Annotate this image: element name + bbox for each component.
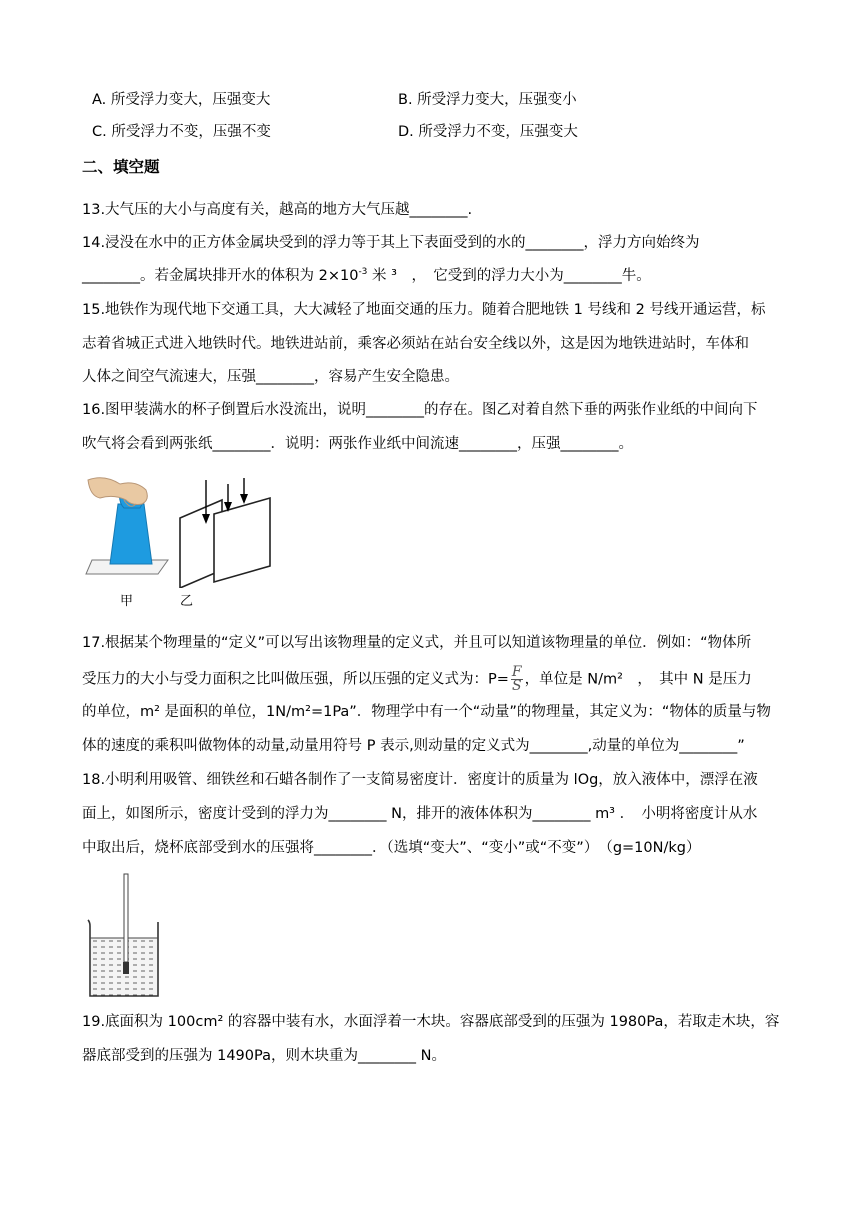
question-16-line1: 16.图甲装满水的杯子倒置后水没流出，说明________的存在。图乙对着自然下垂的两张作业纸的中间向下 xyxy=(82,402,758,418)
question-18-line2: 面上，如图所示，密度计受到的浮力为________ N，排开的液体体积为________ m³ ． 小明将密度计从水 xyxy=(82,806,758,822)
question-13: 13.大气压的大小与高度有关，越高的地方大气压越________. xyxy=(82,202,473,218)
option-c: C. 所受浮力不变，压强不变 xyxy=(92,124,271,140)
question-19-line2: 器底部受到的压强为 1490Pa，则木块重为________ N。 xyxy=(82,1048,446,1064)
question-16-line2: 吹气将会看到两张纸________．说明：两张作业纸中间流速________，压强________。 xyxy=(82,436,633,452)
figure-inverted-cup xyxy=(84,470,174,582)
question-19-line1: 19.底面积为 100cm² 的容器中装有水，水面浮着一木块。容器底部受到的压强为 1980Pa，若取走木块，容 xyxy=(82,1014,780,1030)
question-17-line1: 17.根据某个物理量的“定义”可以写出该物理量的定义式，并且可以知道该物理量的单位．例如：“物体所 xyxy=(82,635,752,651)
question-14-line1: 14.浸没在水中的正方体金属块受到的浮力等于其上下表面受到的水的________，浮力方向始终为 xyxy=(82,235,700,251)
question-18-line1: 18.小明利用吸管、细铁丝和石蜡各制作了一支简易密度计．密度计的质量为 lOg，放入液体中，漂浮在液 xyxy=(82,772,758,788)
question-15-line3: 人体之间空气流速大，压强________，容易产生安全隐患。 xyxy=(82,369,459,385)
question-15-line2: 志着省城正式进入地铁时代。地铁进站前，乘客必须站在站台安全线以外，这是因为地铁进站时，车体和 xyxy=(82,336,749,352)
label-jia: 甲 xyxy=(120,594,134,609)
section-title: 二、填空题 xyxy=(82,158,160,176)
question-17-line4: 体的速度的乘积叫做物体的动量,动量用符号 P 表示,则动量的定义式为________,动量的单位为________” xyxy=(82,738,745,754)
option-b: B. 所受浮力变大，压强变小 xyxy=(398,92,577,108)
question-18-line3: 中取出后，烧杯底部受到水的压强将________．（选填“变大”、“变小”或“不变”） （g=10N/kg） xyxy=(82,840,701,856)
question-15-line1: 15.地铁作为现代地下交通工具，大大减轻了地面交通的压力。随着合肥地铁 1 号线和 2 号线开通运营，标 xyxy=(82,302,766,318)
question-17-line2: 受压力的大小与受力面积之比叫做压强，所以压强的定义式为：P= $\frac{F}{S}$ ，单位是 N/m² ， 其中 N 是压力 xyxy=(82,664,752,694)
question-17-line3: 的单位，m² 是面积的单位，1N/m²=1Pa”．物理学中有一个“动量”的物理量，其定义为：“物体的质量与物 xyxy=(82,704,771,720)
figure-two-papers xyxy=(170,478,280,588)
question-14-line2: ________。若金属块排开水的体积为 $2\times 10^{-3}$ 米 ³ ， 它受到的浮力大小为________牛。 xyxy=(82,267,651,284)
label-yi: 乙 xyxy=(180,594,194,609)
fraction-f-over-s: $\frac{F}{S}$ xyxy=(511,664,522,694)
option-d: D. 所受浮力不变，压强变大 xyxy=(398,124,578,140)
option-a: A. 所受浮力变大，压强变大 xyxy=(92,92,271,108)
figure-beaker-densimeter xyxy=(84,872,164,1000)
